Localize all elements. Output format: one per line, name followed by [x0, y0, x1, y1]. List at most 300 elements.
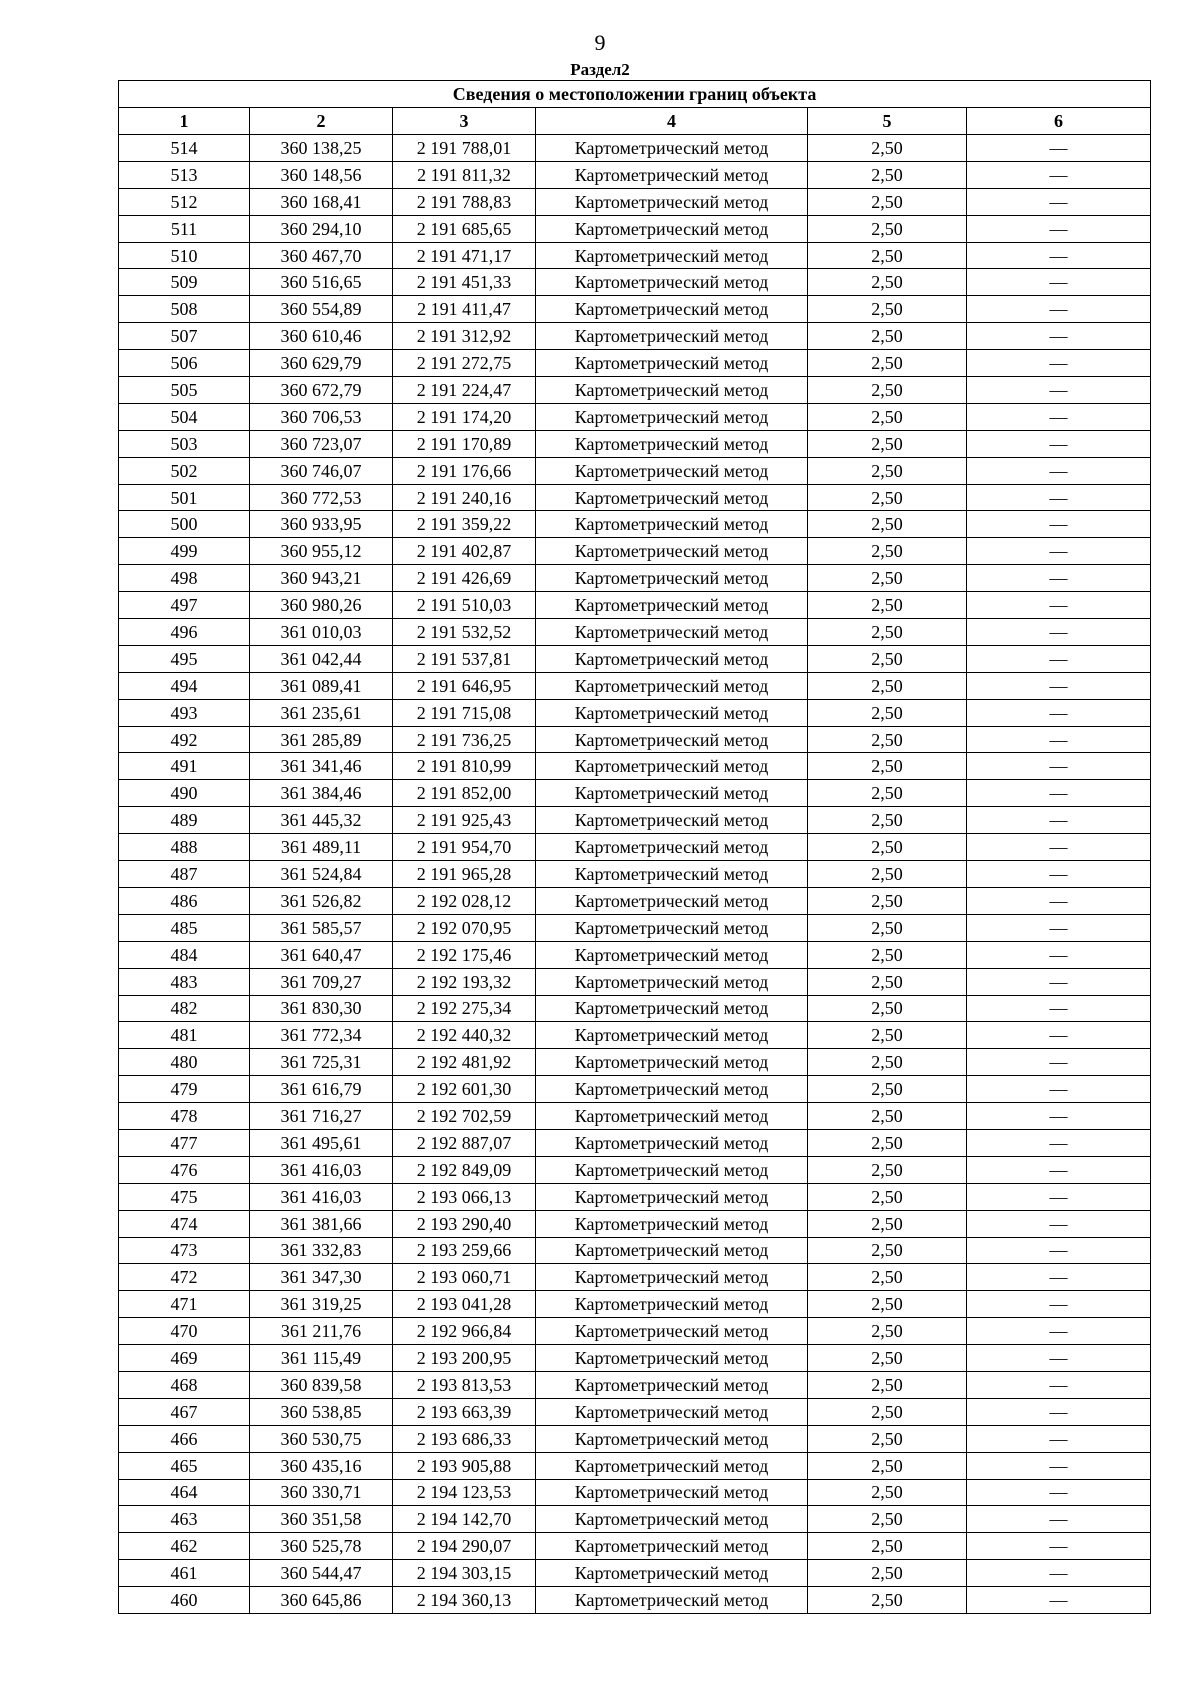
- point-number-cell: 510: [119, 242, 250, 269]
- method-cell: Картометрический метод: [536, 699, 808, 726]
- y-coordinate-cell: 2 191 170,89: [393, 430, 536, 457]
- y-coordinate-cell: 2 191 925,43: [393, 807, 536, 834]
- y-coordinate-cell: 2 192 193,32: [393, 968, 536, 995]
- y-coordinate-cell: 2 193 663,39: [393, 1398, 536, 1425]
- method-cell: Картометрический метод: [536, 592, 808, 619]
- y-coordinate-cell: 2 191 471,17: [393, 242, 536, 269]
- table-body: [119, 81, 1151, 1614]
- point-number-cell: 506: [119, 350, 250, 377]
- table-row: [119, 1587, 1151, 1614]
- table-row: [119, 1425, 1151, 1452]
- x-coordinate-cell: 361 495,61: [250, 1129, 393, 1156]
- note-cell: —: [967, 296, 1151, 323]
- y-coordinate-cell: 2 191 224,47: [393, 377, 536, 404]
- note-cell: —: [967, 1183, 1151, 1210]
- method-cell: Картометрический метод: [536, 1587, 808, 1614]
- y-coordinate-cell: 2 191 788,01: [393, 135, 536, 162]
- accuracy-cell: 2,50: [808, 753, 967, 780]
- note-cell: —: [967, 403, 1151, 430]
- y-coordinate-cell: 2 191 411,47: [393, 296, 536, 323]
- y-coordinate-cell: 2 192 070,95: [393, 914, 536, 941]
- table-row: [119, 941, 1151, 968]
- table-row: [119, 914, 1151, 941]
- table-row: [119, 215, 1151, 242]
- point-number-cell: 463: [119, 1506, 250, 1533]
- accuracy-cell: 2,50: [808, 645, 967, 672]
- method-cell: Картометрический метод: [536, 1291, 808, 1318]
- x-coordinate-cell: 361 319,25: [250, 1291, 393, 1318]
- point-number-cell: 498: [119, 565, 250, 592]
- note-cell: —: [967, 1479, 1151, 1506]
- method-cell: Картометрический метод: [536, 753, 808, 780]
- note-cell: —: [967, 215, 1151, 242]
- accuracy-cell: 2,50: [808, 1156, 967, 1183]
- method-cell: Картометрический метод: [536, 269, 808, 296]
- y-coordinate-cell: 2 191 715,08: [393, 699, 536, 726]
- y-coordinate-cell: 2 191 954,70: [393, 834, 536, 861]
- column-header-4: 4: [536, 108, 808, 135]
- x-coordinate-cell: 361 489,11: [250, 834, 393, 861]
- method-cell: Картометрический метод: [536, 1533, 808, 1560]
- accuracy-cell: 2,50: [808, 296, 967, 323]
- x-coordinate-cell: 360 645,86: [250, 1587, 393, 1614]
- note-cell: —: [967, 1022, 1151, 1049]
- method-cell: Картометрический метод: [536, 296, 808, 323]
- point-number-cell: 509: [119, 269, 250, 296]
- y-coordinate-cell: 2 191 176,66: [393, 457, 536, 484]
- point-number-cell: 512: [119, 188, 250, 215]
- method-cell: Картометрический метод: [536, 1264, 808, 1291]
- point-number-cell: 487: [119, 861, 250, 888]
- method-cell: Картометрический метод: [536, 1237, 808, 1264]
- table-row: [119, 861, 1151, 888]
- accuracy-cell: 2,50: [808, 914, 967, 941]
- table-row: [119, 1506, 1151, 1533]
- table-caption-row: [119, 81, 1151, 108]
- note-cell: —: [967, 968, 1151, 995]
- y-coordinate-cell: 2 193 041,28: [393, 1291, 536, 1318]
- method-cell: Картометрический метод: [536, 1560, 808, 1587]
- point-number-cell: 472: [119, 1264, 250, 1291]
- point-number-cell: 493: [119, 699, 250, 726]
- x-coordinate-cell: 361 235,61: [250, 699, 393, 726]
- x-coordinate-cell: 360 706,53: [250, 403, 393, 430]
- accuracy-cell: 2,50: [808, 565, 967, 592]
- y-coordinate-cell: 2 192 028,12: [393, 887, 536, 914]
- accuracy-cell: 2,50: [808, 188, 967, 215]
- table-row: [119, 807, 1151, 834]
- note-cell: —: [967, 1452, 1151, 1479]
- x-coordinate-cell: 361 526,82: [250, 887, 393, 914]
- note-cell: —: [967, 484, 1151, 511]
- point-number-cell: 464: [119, 1479, 250, 1506]
- point-number-cell: 481: [119, 1022, 250, 1049]
- point-number-cell: 501: [119, 484, 250, 511]
- point-number-cell: 479: [119, 1076, 250, 1103]
- x-coordinate-cell: 361 445,32: [250, 807, 393, 834]
- table-row: [119, 484, 1151, 511]
- table-row: [119, 699, 1151, 726]
- accuracy-cell: 2,50: [808, 1452, 967, 1479]
- x-coordinate-cell: 360 955,12: [250, 538, 393, 565]
- x-coordinate-cell: 361 384,46: [250, 780, 393, 807]
- note-cell: —: [967, 1371, 1151, 1398]
- accuracy-cell: 2,50: [808, 377, 967, 404]
- table-row: [119, 1533, 1151, 1560]
- table-row: [119, 995, 1151, 1022]
- note-cell: —: [967, 1156, 1151, 1183]
- note-cell: —: [967, 350, 1151, 377]
- method-cell: Картометрический метод: [536, 1049, 808, 1076]
- point-number-cell: 485: [119, 914, 250, 941]
- y-coordinate-cell: 2 191 451,33: [393, 269, 536, 296]
- point-number-cell: 504: [119, 403, 250, 430]
- note-cell: —: [967, 1345, 1151, 1372]
- note-cell: —: [967, 1587, 1151, 1614]
- y-coordinate-cell: 2 191 537,81: [393, 645, 536, 672]
- note-cell: —: [967, 699, 1151, 726]
- x-coordinate-cell: 360 746,07: [250, 457, 393, 484]
- accuracy-cell: 2,50: [808, 1587, 967, 1614]
- method-cell: Картометрический метод: [536, 914, 808, 941]
- note-cell: —: [967, 592, 1151, 619]
- note-cell: —: [967, 1533, 1151, 1560]
- x-coordinate-cell: 361 089,41: [250, 672, 393, 699]
- method-cell: Картометрический метод: [536, 430, 808, 457]
- note-cell: —: [967, 1076, 1151, 1103]
- x-coordinate-cell: 360 943,21: [250, 565, 393, 592]
- y-coordinate-cell: 2 191 685,65: [393, 215, 536, 242]
- point-number-cell: 468: [119, 1371, 250, 1398]
- accuracy-cell: 2,50: [808, 592, 967, 619]
- y-coordinate-cell: 2 194 123,53: [393, 1479, 536, 1506]
- method-cell: Картометрический метод: [536, 538, 808, 565]
- accuracy-cell: 2,50: [808, 619, 967, 646]
- x-coordinate-cell: 361 709,27: [250, 968, 393, 995]
- note-cell: —: [967, 753, 1151, 780]
- accuracy-cell: 2,50: [808, 242, 967, 269]
- method-cell: Картометрический метод: [536, 135, 808, 162]
- y-coordinate-cell: 2 192 849,09: [393, 1156, 536, 1183]
- x-coordinate-cell: 361 585,57: [250, 914, 393, 941]
- y-coordinate-cell: 2 191 359,22: [393, 511, 536, 538]
- y-coordinate-cell: 2 191 402,87: [393, 538, 536, 565]
- point-number-cell: 469: [119, 1345, 250, 1372]
- x-coordinate-cell: 361 416,03: [250, 1183, 393, 1210]
- method-cell: Картометрический метод: [536, 1183, 808, 1210]
- accuracy-cell: 2,50: [808, 1506, 967, 1533]
- accuracy-cell: 2,50: [808, 323, 967, 350]
- y-coordinate-cell: 2 193 066,13: [393, 1183, 536, 1210]
- note-cell: —: [967, 1318, 1151, 1345]
- accuracy-cell: 2,50: [808, 1533, 967, 1560]
- note-cell: —: [967, 941, 1151, 968]
- table-row: [119, 1183, 1151, 1210]
- note-cell: —: [967, 188, 1151, 215]
- point-number-cell: 507: [119, 323, 250, 350]
- y-coordinate-cell: 2 191 532,52: [393, 619, 536, 646]
- table-header-row: [119, 108, 1151, 135]
- table-row: [119, 135, 1151, 162]
- y-coordinate-cell: 2 193 686,33: [393, 1425, 536, 1452]
- method-cell: Картометрический метод: [536, 672, 808, 699]
- table-row: [119, 1452, 1151, 1479]
- accuracy-cell: 2,50: [808, 403, 967, 430]
- point-number-cell: 494: [119, 672, 250, 699]
- point-number-cell: 475: [119, 1183, 250, 1210]
- note-cell: —: [967, 1425, 1151, 1452]
- table-row: [119, 968, 1151, 995]
- table-row: [119, 565, 1151, 592]
- point-number-cell: 492: [119, 726, 250, 753]
- y-coordinate-cell: 2 191 240,16: [393, 484, 536, 511]
- y-coordinate-cell: 2 194 290,07: [393, 1533, 536, 1560]
- note-cell: —: [967, 430, 1151, 457]
- method-cell: Картометрический метод: [536, 1506, 808, 1533]
- method-cell: Картометрический метод: [536, 995, 808, 1022]
- point-number-cell: 502: [119, 457, 250, 484]
- accuracy-cell: 2,50: [808, 1049, 967, 1076]
- point-number-cell: 499: [119, 538, 250, 565]
- method-cell: Картометрический метод: [536, 1210, 808, 1237]
- y-coordinate-cell: 2 191 811,32: [393, 161, 536, 188]
- x-coordinate-cell: 361 772,34: [250, 1022, 393, 1049]
- method-cell: Картометрический метод: [536, 1103, 808, 1130]
- point-number-cell: 476: [119, 1156, 250, 1183]
- table-row: [119, 1129, 1151, 1156]
- note-cell: —: [967, 1129, 1151, 1156]
- method-cell: Картометрический метод: [536, 1425, 808, 1452]
- accuracy-cell: 2,50: [808, 1479, 967, 1506]
- method-cell: Картометрический метод: [536, 242, 808, 269]
- x-coordinate-cell: 361 285,89: [250, 726, 393, 753]
- x-coordinate-cell: 360 138,25: [250, 135, 393, 162]
- table-row: [119, 538, 1151, 565]
- method-cell: Картометрический метод: [536, 215, 808, 242]
- point-number-cell: 465: [119, 1452, 250, 1479]
- method-cell: Картометрический метод: [536, 1345, 808, 1372]
- x-coordinate-cell: 360 148,56: [250, 161, 393, 188]
- method-cell: Картометрический метод: [536, 1022, 808, 1049]
- table-row: [119, 1156, 1151, 1183]
- point-number-cell: 496: [119, 619, 250, 646]
- note-cell: —: [967, 1264, 1151, 1291]
- note-cell: —: [967, 161, 1151, 188]
- point-number-cell: 466: [119, 1425, 250, 1452]
- table-row: [119, 645, 1151, 672]
- point-number-cell: 503: [119, 430, 250, 457]
- x-coordinate-cell: 361 725,31: [250, 1049, 393, 1076]
- x-coordinate-cell: 360 435,16: [250, 1452, 393, 1479]
- y-coordinate-cell: 2 194 142,70: [393, 1506, 536, 1533]
- accuracy-cell: 2,50: [808, 780, 967, 807]
- table-row: [119, 619, 1151, 646]
- method-cell: Картометрический метод: [536, 484, 808, 511]
- table-row: [119, 592, 1151, 619]
- x-coordinate-cell: 360 544,47: [250, 1560, 393, 1587]
- point-number-cell: 489: [119, 807, 250, 834]
- y-coordinate-cell: 2 191 510,03: [393, 592, 536, 619]
- column-header-2: 2: [250, 108, 393, 135]
- x-coordinate-cell: 361 115,49: [250, 1345, 393, 1372]
- x-coordinate-cell: 360 530,75: [250, 1425, 393, 1452]
- accuracy-cell: 2,50: [808, 861, 967, 888]
- note-cell: —: [967, 645, 1151, 672]
- point-number-cell: 490: [119, 780, 250, 807]
- x-coordinate-cell: 361 524,84: [250, 861, 393, 888]
- x-coordinate-cell: 360 351,58: [250, 1506, 393, 1533]
- x-coordinate-cell: 360 980,26: [250, 592, 393, 619]
- table-row: [119, 1345, 1151, 1372]
- point-number-cell: 488: [119, 834, 250, 861]
- x-coordinate-cell: 361 332,83: [250, 1237, 393, 1264]
- accuracy-cell: 2,50: [808, 726, 967, 753]
- boundary-coordinates-table: [118, 80, 1151, 1614]
- table-row: [119, 403, 1151, 430]
- point-number-cell: 477: [119, 1129, 250, 1156]
- x-coordinate-cell: 360 839,58: [250, 1371, 393, 1398]
- method-cell: Картометрический метод: [536, 511, 808, 538]
- x-coordinate-cell: 361 341,46: [250, 753, 393, 780]
- method-cell: Картометрический метод: [536, 403, 808, 430]
- column-header-5: 5: [808, 108, 967, 135]
- table-row: [119, 1210, 1151, 1237]
- accuracy-cell: 2,50: [808, 484, 967, 511]
- method-cell: Картометрический метод: [536, 457, 808, 484]
- note-cell: —: [967, 538, 1151, 565]
- note-cell: —: [967, 323, 1151, 350]
- table-row: [119, 1264, 1151, 1291]
- method-cell: Картометрический метод: [536, 1076, 808, 1103]
- method-cell: Картометрический метод: [536, 861, 808, 888]
- accuracy-cell: 2,50: [808, 699, 967, 726]
- page-number: 9: [594, 30, 606, 55]
- x-coordinate-cell: 360 538,85: [250, 1398, 393, 1425]
- y-coordinate-cell: 2 192 275,34: [393, 995, 536, 1022]
- column-header-3: 3: [393, 108, 536, 135]
- note-cell: —: [967, 780, 1151, 807]
- x-coordinate-cell: 361 616,79: [250, 1076, 393, 1103]
- point-number-cell: 495: [119, 645, 250, 672]
- method-cell: Картометрический метод: [536, 1398, 808, 1425]
- y-coordinate-cell: 2 193 060,71: [393, 1264, 536, 1291]
- point-number-cell: 483: [119, 968, 250, 995]
- note-cell: —: [967, 861, 1151, 888]
- y-coordinate-cell: 2 194 303,15: [393, 1560, 536, 1587]
- table-row: [119, 242, 1151, 269]
- accuracy-cell: 2,50: [808, 1264, 967, 1291]
- x-coordinate-cell: 361 416,03: [250, 1156, 393, 1183]
- method-cell: Картометрический метод: [536, 645, 808, 672]
- point-number-cell: 460: [119, 1587, 250, 1614]
- column-header-1: 1: [119, 108, 250, 135]
- table-row: [119, 188, 1151, 215]
- x-coordinate-cell: 361 042,44: [250, 645, 393, 672]
- accuracy-cell: 2,50: [808, 1345, 967, 1372]
- method-cell: Картометрический метод: [536, 619, 808, 646]
- y-coordinate-cell: 2 192 481,92: [393, 1049, 536, 1076]
- accuracy-cell: 2,50: [808, 1398, 967, 1425]
- x-coordinate-cell: 360 516,65: [250, 269, 393, 296]
- x-coordinate-cell: 361 381,66: [250, 1210, 393, 1237]
- method-cell: Картометрический метод: [536, 1318, 808, 1345]
- point-number-cell: 474: [119, 1210, 250, 1237]
- table-row: [119, 780, 1151, 807]
- accuracy-cell: 2,50: [808, 1022, 967, 1049]
- accuracy-cell: 2,50: [808, 215, 967, 242]
- x-coordinate-cell: 360 330,71: [250, 1479, 393, 1506]
- note-cell: —: [967, 726, 1151, 753]
- y-coordinate-cell: 2 191 272,75: [393, 350, 536, 377]
- accuracy-cell: 2,50: [808, 1237, 967, 1264]
- y-coordinate-cell: 2 191 852,00: [393, 780, 536, 807]
- x-coordinate-cell: 360 294,10: [250, 215, 393, 242]
- table-row: [119, 726, 1151, 753]
- table-row: [119, 269, 1151, 296]
- method-cell: Картометрический метод: [536, 565, 808, 592]
- table-row: [119, 511, 1151, 538]
- note-cell: —: [967, 1291, 1151, 1318]
- accuracy-cell: 2,50: [808, 1183, 967, 1210]
- note-cell: —: [967, 672, 1151, 699]
- y-coordinate-cell: 2 193 905,88: [393, 1452, 536, 1479]
- x-coordinate-cell: 360 554,89: [250, 296, 393, 323]
- note-cell: —: [967, 377, 1151, 404]
- x-coordinate-cell: 360 672,79: [250, 377, 393, 404]
- y-coordinate-cell: 2 193 290,40: [393, 1210, 536, 1237]
- y-coordinate-cell: 2 192 966,84: [393, 1318, 536, 1345]
- table-row: [119, 350, 1151, 377]
- method-cell: Картометрический метод: [536, 1156, 808, 1183]
- note-cell: —: [967, 242, 1151, 269]
- accuracy-cell: 2,50: [808, 995, 967, 1022]
- note-cell: —: [967, 887, 1151, 914]
- table-row: [119, 887, 1151, 914]
- accuracy-cell: 2,50: [808, 1560, 967, 1587]
- note-cell: —: [967, 1237, 1151, 1264]
- note-cell: —: [967, 269, 1151, 296]
- accuracy-cell: 2,50: [808, 1129, 967, 1156]
- y-coordinate-cell: 2 192 702,59: [393, 1103, 536, 1130]
- method-cell: Картометрический метод: [536, 780, 808, 807]
- method-cell: Картометрический метод: [536, 726, 808, 753]
- y-coordinate-cell: 2 192 175,46: [393, 941, 536, 968]
- table-row: [119, 1237, 1151, 1264]
- x-coordinate-cell: 361 211,76: [250, 1318, 393, 1345]
- method-cell: Картометрический метод: [536, 1452, 808, 1479]
- section-title: Раздел2: [570, 60, 630, 79]
- note-cell: —: [967, 457, 1151, 484]
- table-row: [119, 1479, 1151, 1506]
- point-number-cell: 497: [119, 592, 250, 619]
- x-coordinate-cell: 361 716,27: [250, 1103, 393, 1130]
- table-row: [119, 457, 1151, 484]
- table-row: [119, 1049, 1151, 1076]
- method-cell: Картометрический метод: [536, 968, 808, 995]
- x-coordinate-cell: 361 010,03: [250, 619, 393, 646]
- method-cell: Картометрический метод: [536, 1371, 808, 1398]
- point-number-cell: 471: [119, 1291, 250, 1318]
- x-coordinate-cell: 360 629,79: [250, 350, 393, 377]
- x-coordinate-cell: 360 772,53: [250, 484, 393, 511]
- x-coordinate-cell: 360 168,41: [250, 188, 393, 215]
- accuracy-cell: 2,50: [808, 1318, 967, 1345]
- y-coordinate-cell: 2 192 601,30: [393, 1076, 536, 1103]
- accuracy-cell: 2,50: [808, 1425, 967, 1452]
- note-cell: —: [967, 995, 1151, 1022]
- point-number-cell: 500: [119, 511, 250, 538]
- table-row: [119, 1103, 1151, 1130]
